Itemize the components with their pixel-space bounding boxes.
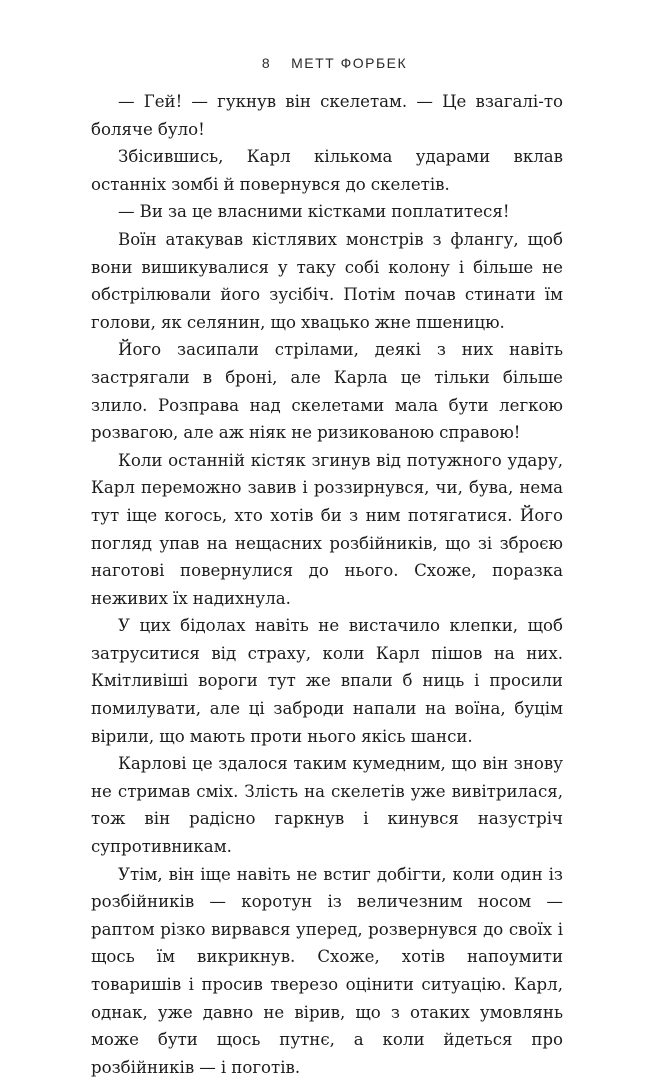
- paragraph: Утім, він іще навіть не встиг добігти, коли один із розбійників — коротун із величезним носом — раптом різко вирвався уперед, розвернувся до своїх і щось їм викрикнув. Схоже, хотів напоумити товаришів і просив тверезо оцінити ситуацію. Карл, однак, уже давно не вірив, що з отаких умовлянь може бути щось путнє, а коли йдеться про розбійників — і поготів.: [91, 864, 563, 1077]
- author-name: МЕТТ ФОРБЕК: [291, 55, 408, 71]
- running-head: [0, 55, 669, 71]
- body-text: [91, 88, 563, 1081]
- paragraph: Коли останній кістяк згинув від потужного удару, Карл переможно завив і роззирнувся, чи, бува, нема тут іще когось, хто хотів би з ним потягатися. Його погляд упав на нещасних розбійників, що зі зброєю наготові повернулися до нього. Схоже, поразка неживих їх надихнула.: [91, 450, 563, 608]
- paragraph: — Гей! — гукнув він скелетам. — Це взагалі-то боляче було!: [91, 92, 563, 139]
- paragraph: Воїн атакував кістлявих монстрів з флангу, щоб вони вишикувалися у таку собі колону і більше не обстрілювали його зусібіч. Потім почав стинати їм голови, як селянин, що хвацько жне пшеницю.: [91, 229, 563, 332]
- paragraph: Карлові це здалося таким кумедним, що він знову не стримав сміх. Злість на скелетів уже вивітрилася, тож він радісно гаркнув і кинувся назустріч супротивникам.: [91, 754, 563, 857]
- paragraph: У цих бідолах навіть не вистачило клепки, щоб затруситися від страху, коли Карл пішов на них. Кмітливіші вороги тут же впали б ниць і просили помилувати, але ці заброди напали на воїна, буцім вірили, що мають проти нього якісь шанси.: [91, 616, 563, 746]
- paragraph: Збісившись, Карл кількома ударами вклав останніх зомбі й повернувся до скелетів.: [91, 147, 563, 194]
- paragraph: Його засипали стрілами, деякі з них навіть застрягали в броні, але Карла це тільки більше злило. Розправа над скелетами мала бути легкою розвагою, але аж ніяк не ризикованою справою!: [91, 340, 563, 443]
- paragraph: — Ви за це власними кістками поплатитеся!: [118, 202, 510, 222]
- page-number: 8: [261, 55, 272, 71]
